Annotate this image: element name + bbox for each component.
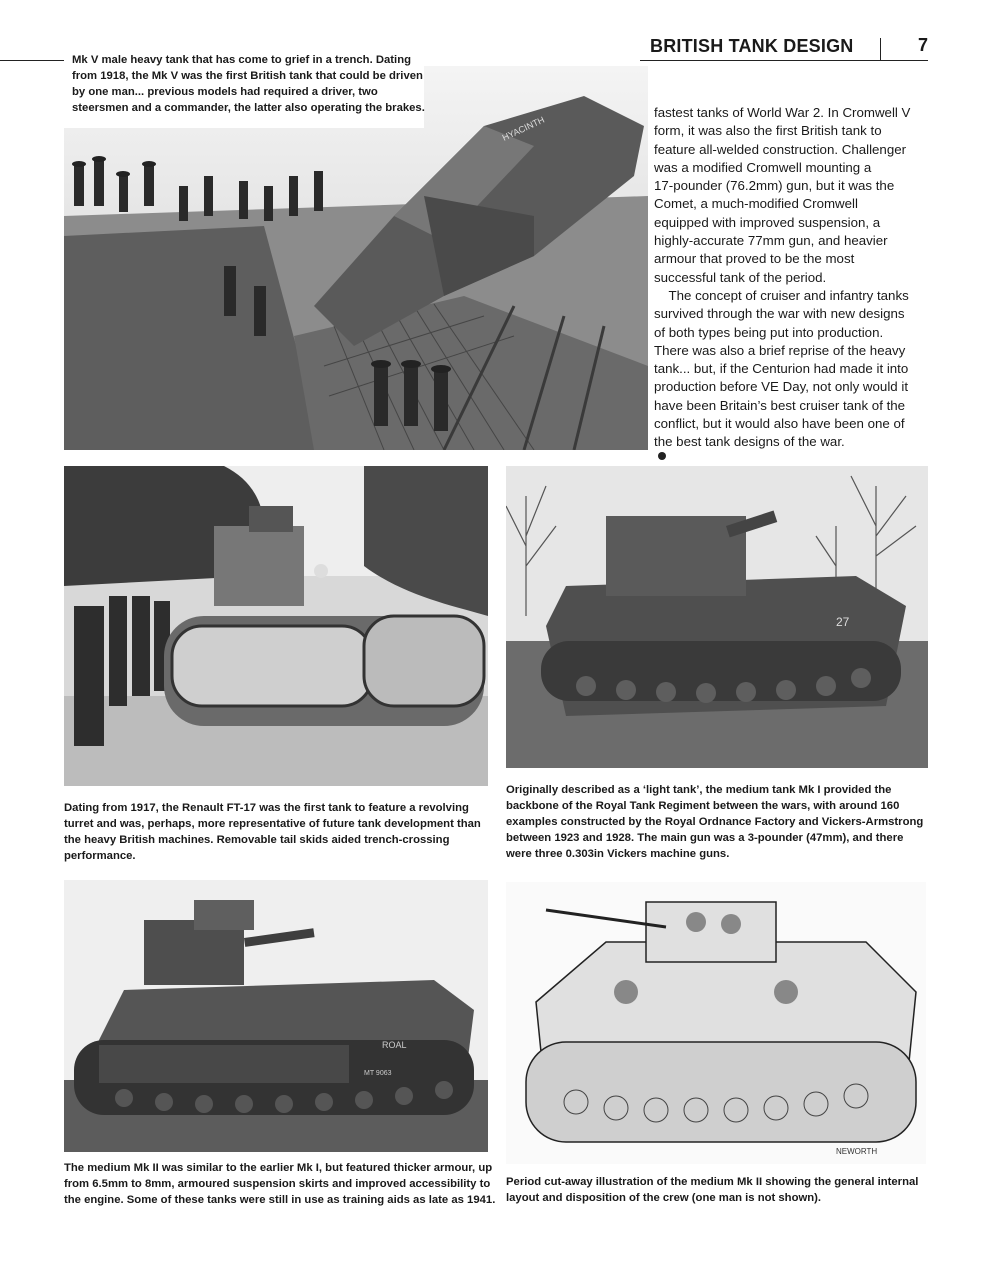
medium-mk1-photo <box>506 466 928 768</box>
caption-mk1-line: backbone of the Royal Tank Regiment between the wars, with around 160 <box>506 800 900 812</box>
section-title: BRITISH TANK DESIGN <box>650 36 854 56</box>
page-number: 7 <box>917 35 928 55</box>
caption-cutaway <box>506 1174 918 1206</box>
header-rule <box>640 60 928 61</box>
caption-medium-mk2 <box>64 1160 495 1208</box>
body-line: of both types being put into production. <box>654 324 884 340</box>
caption-mk1-line: Originally described as a ‘light tank’, the medium tank Mk I provided the <box>506 784 892 796</box>
body-text <box>654 104 926 460</box>
tank-number-marking: 27 <box>836 615 850 629</box>
body-line: was a modified Cromwell mounting a <box>654 159 872 175</box>
caption-mk5-line: by one man... previous models had required a driver, two <box>72 86 378 98</box>
caption-mk5-line: Mk V male heavy tank that has come to grief in a trench. Dating <box>72 54 411 66</box>
mk5-trench-photo <box>64 66 648 450</box>
end-bullet-icon <box>658 452 666 460</box>
body-line: tank... but, if the Centurion had made it into <box>654 361 909 377</box>
caption-mk2-line: from 6.5mm to 8mm, armoured suspension skirts and improved accessibility to <box>64 1178 491 1190</box>
caption-medium-mk1 <box>506 782 923 862</box>
renault-ft17-photo <box>64 466 488 786</box>
caption-renault-line: performance. <box>64 850 136 862</box>
caption-cutaway-line: Period cut-away illustration of the medium Mk II showing the general internal <box>506 1176 919 1188</box>
cutaway-illustration <box>506 882 926 1164</box>
body-line: armour that proved to be the most <box>654 251 855 267</box>
caption-renault-line: the heavy British machines. Removable tail skids aided trench-crossing <box>64 834 450 846</box>
body-line: There was also a brief reprise of the heavy <box>654 342 906 358</box>
body-line: 17-pounder (76.2mm) gun, but it was the <box>654 178 895 194</box>
body-line: equipped with improved suspension, a <box>654 214 881 230</box>
medium-mk2-photo <box>64 880 488 1152</box>
body-line: the best tank designs of the war. <box>654 434 845 450</box>
body-line: form, it was also the first British tank to <box>654 123 882 139</box>
body-line: The concept of cruiser and infantry tanks <box>654 287 909 303</box>
caption-cutaway-line: layout and disposition of the crew (one man is not shown). <box>506 1192 822 1204</box>
caption-mk2-line: the engine. Some of these tanks were still in use as training aids as late as 1941. <box>64 1194 496 1206</box>
caption-renault-line: Dating from 1917, the Renault FT-17 was the first tank to feature a revolving <box>64 802 469 814</box>
tank-name-marking: HYACINTH <box>500 114 546 143</box>
caption-renault-line: turret and was, perhaps, more representative of future tank development than <box>64 818 481 830</box>
body-line: production before VE Day, not only would it <box>654 379 909 395</box>
body-line: feature all-welded construction. Challenger <box>654 141 907 157</box>
caption-mk5-line: steersmen and a commander, the latter also operating the brakes. <box>72 102 425 114</box>
caption-mk2-line: The medium Mk II was similar to the earlier Mk I, but featured thicker armour, up <box>64 1162 493 1174</box>
caption-renault <box>64 800 481 864</box>
caption-mk5-line: from 1918, the Mk V was the first British tank that could be driven <box>72 70 423 82</box>
artist-signature: NEWORTH <box>836 1147 878 1156</box>
top-left-rule <box>0 60 64 61</box>
roal-marking: ROAL <box>382 1040 407 1050</box>
registration-marking: MT 9063 <box>364 1070 392 1077</box>
body-line: fastest tanks of World War 2. In Cromwell V <box>654 105 911 120</box>
body-line: survived through the war with new designs <box>654 306 905 322</box>
caption-mk1-line: examples constructed by the Royal Ordnance Factory and Vickers-Armstrong <box>506 816 924 828</box>
body-last-line <box>654 433 926 459</box>
caption-mk5 <box>72 52 425 116</box>
body-line: Comet, a much-modified Cromwell <box>654 196 858 212</box>
header-separator <box>880 38 881 60</box>
caption-mk1-line: were three 0.303in Vickers machine guns. <box>506 848 730 860</box>
body-line: have been Britain’s best cruiser tank of the <box>654 397 906 413</box>
body-line: successful tank of the period. <box>654 269 827 285</box>
body-line: conflict, but it would also have been one of <box>654 416 905 432</box>
body-line: highly-accurate 77mm gun, and heavier <box>654 233 888 249</box>
caption-mk1-line: between 1923 and 1928. The main gun was a 3-pounder (47mm), and there <box>506 832 904 844</box>
